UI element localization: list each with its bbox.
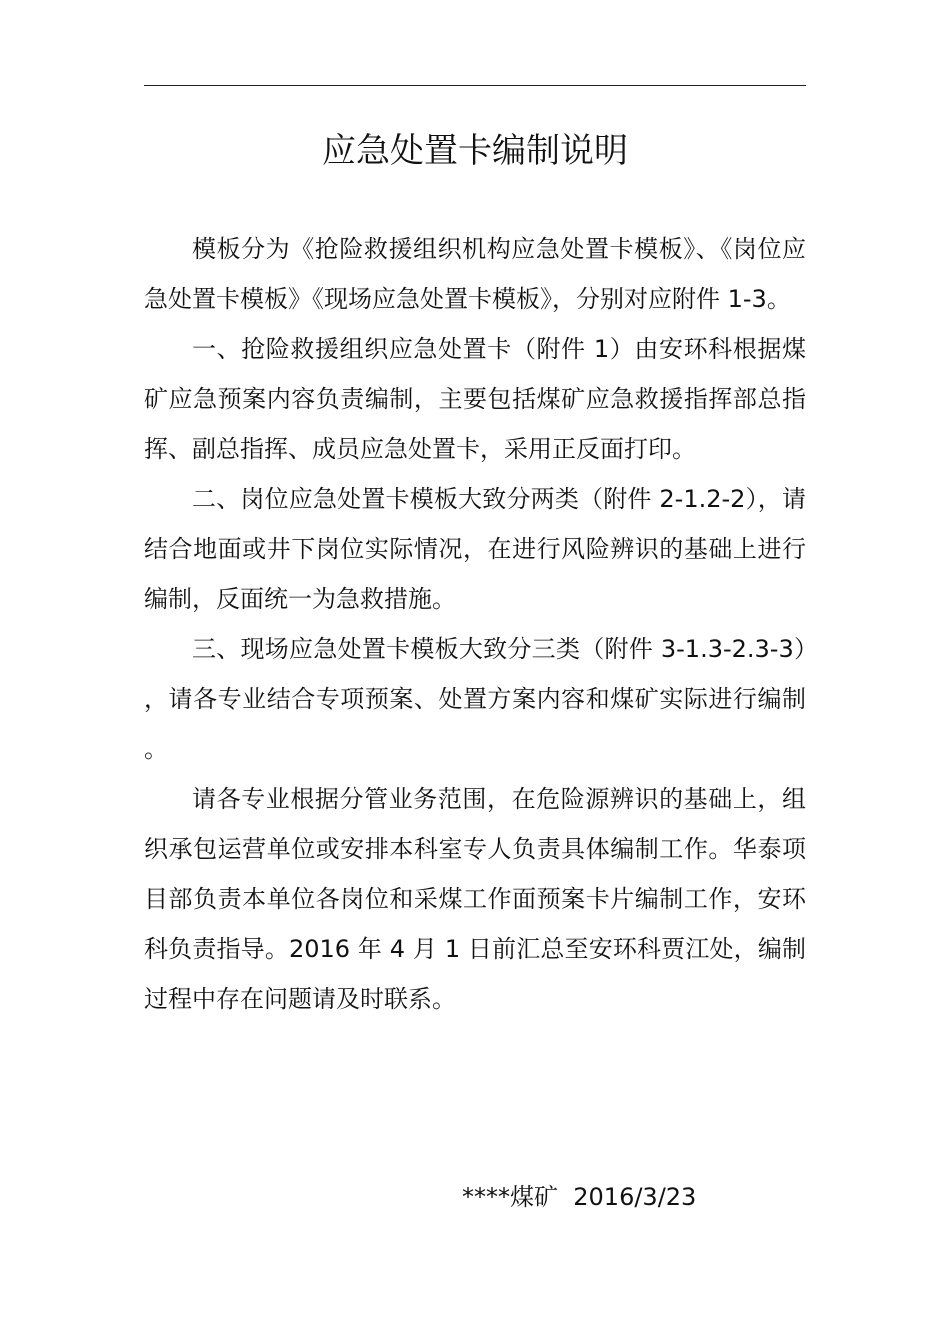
- paragraph-item-1: 一、抢险救援组织应急处置卡（附件 1）由安环科根据煤矿应急预案内容负责编制，主要包括煤矿应急救援指挥部总指挥、副总指挥、成员应急处置卡，采用正反面打印。: [144, 335, 806, 463]
- paragraph-closing: 请各专业根据分管业务范围，在危险源辨识的基础上，组织承包运营单位或安排本科室专人负责具体编制工作。华泰项目部负责本单位各岗位和采煤工作面预案卡片编制工作，安环科负责指导。2016 年 4 月 1 日前汇总至安环科贾江处，编制过程中存在问题请及时联系。: [144, 785, 806, 1013]
- paragraph-item-2: 二、岗位应急处置卡模板大致分两类（附件 2-1.2-2），请结合地面或井下岗位实际情况，在进行风险辨识的基础上进行编制，反面统一为急救措施。: [144, 485, 806, 613]
- header-rule: [144, 85, 806, 86]
- page-title: 应急处置卡编制说明: [322, 131, 628, 171]
- signature-line: ****煤矿 2016/3/23: [462, 1183, 697, 1211]
- paragraph-intro: 模板分为《抢险救援组织机构应急处置卡模板》、《岗位应急处置卡模板》《现场应急处置卡模板》，分别对应附件 1-3。: [144, 235, 806, 313]
- paragraph-item-3: 三、现场应急处置卡模板大致分三类（附件 3-1.3-2.3-3），请各专业结合专项预案、处置方案内容和煤矿实际进行编制。: [144, 635, 806, 763]
- document-body: [144, 224, 806, 1024]
